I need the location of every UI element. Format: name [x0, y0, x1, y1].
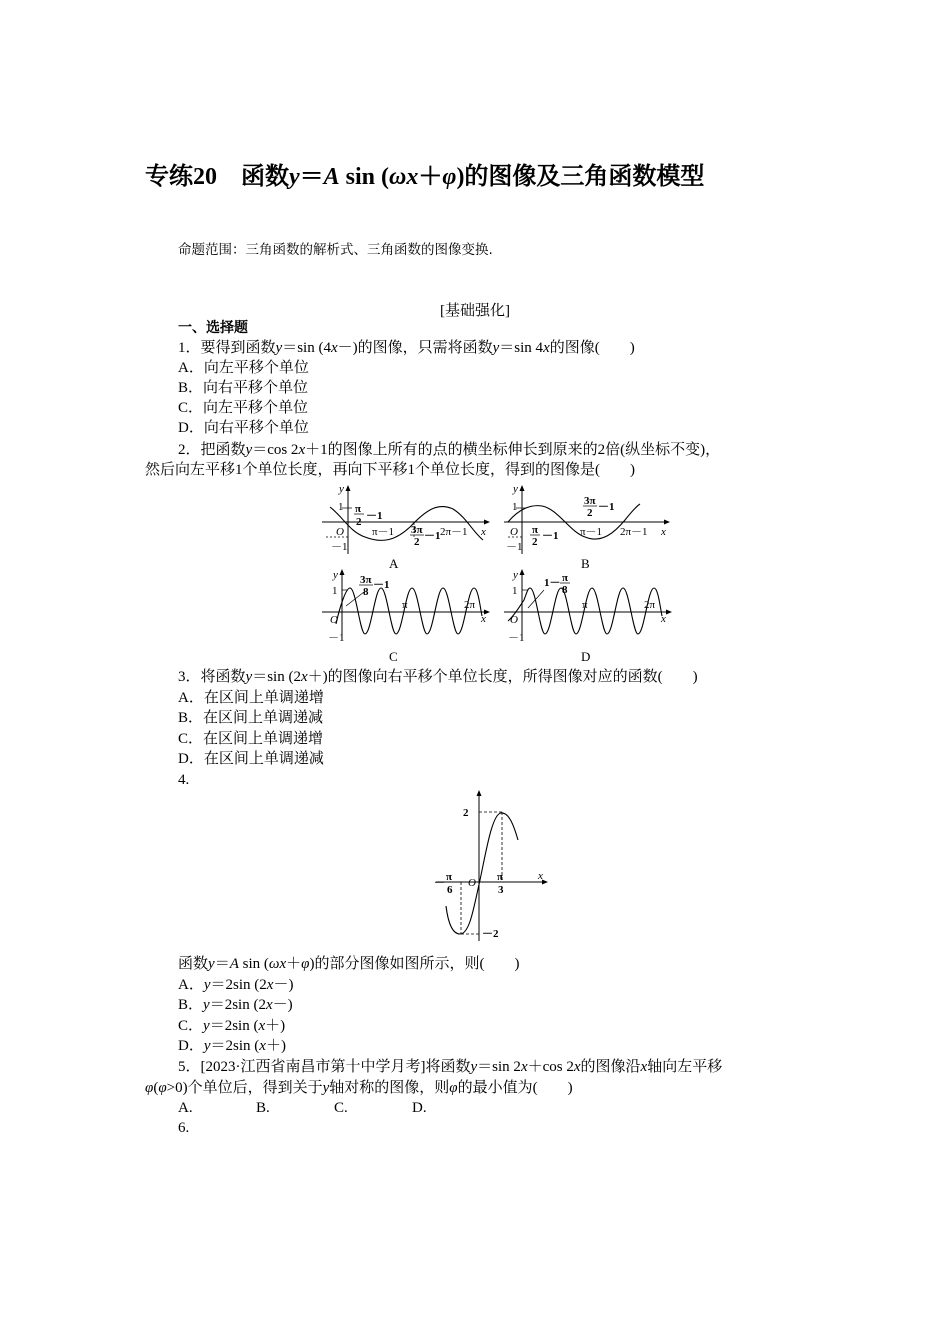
graph-c-neg-one: －1 — [328, 632, 345, 644]
q3-option-d: D．在区间上单调递减 — [178, 751, 324, 767]
graph-c-2pi-label: 2π — [464, 599, 476, 611]
graph-a-neg-one: －1 — [331, 541, 348, 553]
svg-text:2: 2 — [587, 507, 593, 519]
graph-b-neg-one: －1 — [506, 541, 523, 553]
q5-option-d: D. — [412, 1100, 427, 1116]
graph-d-one-label: 1 — [512, 585, 518, 597]
svg-text:1－: 1－ — [544, 577, 561, 589]
graph-a-2pi-minus-1: 2π－1 — [440, 526, 468, 538]
q2-stem-line2: 然后向左平移1个单位长度，再向下平移1个单位长度，得到的图像是( ) — [145, 462, 635, 478]
q1-option-d: D．向右平移个单位 — [178, 420, 309, 436]
q4-option-a: A．y＝2sin (2x－) — [178, 977, 294, 993]
graph-c-y-label: y — [333, 569, 338, 581]
q5-stem-line1: 5．[2023·江西省南昌市第十中学月考]将函数y＝sin 2x＋cos 2x的图像沿x轴向左平移 — [178, 1059, 723, 1075]
graph-b-y-label: y — [513, 483, 518, 495]
q4-graph — [430, 786, 555, 946]
q4-graph-x-label: x — [538, 870, 543, 882]
q1-option-a: A．向左平移个单位 — [178, 360, 309, 376]
svg-text:3: 3 — [498, 884, 504, 896]
graph-d-y-label: y — [513, 569, 518, 581]
graph-a-origin: O — [336, 526, 344, 538]
page-title: 专练20 函数y＝A sin (ωx＋φ)的图像及三角函数模型 — [145, 164, 705, 190]
q4-option-c: C．y＝2sin (x＋) — [178, 1018, 286, 1034]
graph-a-x-label: x — [481, 526, 486, 538]
svg-text:3π: 3π — [360, 574, 372, 586]
q5-option-c: C. — [334, 1100, 348, 1116]
graph-b-2pi-minus-1: 2π－1 — [620, 526, 648, 538]
q3-option-b: B．在区间上单调递减 — [178, 710, 324, 726]
q2-graph-d-caption: D — [581, 649, 591, 664]
q2-graph-c — [318, 566, 493, 646]
q1-option-b: B．向右平移个单位 — [178, 380, 309, 396]
svg-text:π: π — [497, 871, 504, 883]
q4-graph-ymin: －2 — [482, 928, 499, 940]
svg-text:π: π — [446, 871, 453, 883]
q2-graph-d — [500, 566, 675, 646]
svg-text:3π: 3π — [411, 524, 423, 536]
q1-option-c: C．向左平移个单位 — [178, 400, 309, 416]
q4-number: 4. — [178, 772, 190, 788]
q4-option-d: D．y＝2sin (x＋) — [178, 1038, 286, 1054]
graph-b-origin: O — [510, 526, 518, 538]
svg-text:π: π — [562, 572, 569, 584]
q2-graph-a — [318, 482, 493, 570]
svg-text:－: － — [434, 877, 445, 889]
graph-d-neg-one: －1 — [508, 632, 525, 644]
svg-text:－1: －1 — [542, 530, 559, 542]
svg-text:8: 8 — [363, 586, 369, 598]
q2-graph-c-caption: C — [389, 649, 398, 664]
q4-graph-ymax: 2 — [463, 807, 469, 819]
graph-a-y-label: y — [339, 483, 344, 495]
svg-text:2: 2 — [414, 536, 420, 548]
graph-b-pi-minus-1: π－1 — [580, 526, 603, 538]
svg-text:－1: －1 — [366, 510, 383, 522]
q5-stem-line2: φ(φ>0)个单位后，得到关于y轴对称的图像，则φ的最小值为( ) — [145, 1080, 573, 1096]
graph-c-origin: O — [330, 614, 338, 626]
graph-d-pi-label: π — [582, 599, 588, 611]
graph-a-pi-half: π — [355, 503, 362, 515]
graph-d-x-label: x — [661, 613, 666, 625]
svg-text:3π: 3π — [584, 495, 596, 507]
q3-stem: 3．将函数y＝sin (2x＋)的图像向右平移个单位长度，所得图像对应的函数( ) — [178, 669, 698, 685]
q3-option-a: A．在区间上单调递增 — [178, 690, 324, 706]
q2-graph-a-caption: A — [389, 556, 399, 571]
q1-stem: 1．要得到函数y＝sin (4x－)的图像，只需将函数y＝sin 4x的图像( ) — [178, 340, 635, 356]
svg-text:－1: －1 — [598, 501, 615, 513]
svg-text:6: 6 — [447, 884, 453, 896]
q4-stem: 函数y＝A sin (ωx＋φ)的部分图像如图所示，则( ) — [178, 956, 520, 972]
graph-b-one-label: 1 — [512, 501, 518, 513]
q2-graph-b-caption: B — [581, 556, 590, 571]
graph-a-one-label: 1 — [338, 501, 344, 513]
section-heading: [基础强化] — [440, 303, 510, 319]
graph-d-origin: O — [510, 614, 518, 626]
q4-graph-origin: O — [468, 877, 476, 889]
q5-option-b: B. — [256, 1100, 270, 1116]
graph-d-2pi-label: 2π — [644, 599, 656, 611]
svg-text:2: 2 — [356, 516, 362, 528]
q2-stem-line1: 2．把函数y＝cos 2x＋1的图像上所有的点的横坐标伸长到原来的2倍(纵坐标不变)， — [178, 442, 721, 458]
graph-b-x-label: x — [661, 526, 666, 538]
graph-a-pi-minus-1: π－1 — [372, 526, 395, 538]
q3-option-c: C．在区间上单调递增 — [178, 731, 324, 747]
svg-text:π: π — [532, 524, 539, 536]
svg-text:8: 8 — [562, 584, 568, 596]
svg-text:－1: －1 — [373, 579, 390, 591]
scope-text: 命题范围：三角函数的解析式、三角函数的图像变换. — [178, 242, 493, 258]
svg-text:2: 2 — [532, 536, 538, 548]
graph-c-x-label: x — [481, 613, 486, 625]
graph-c-pi-label: π — [402, 599, 408, 611]
q5-option-a: A. — [178, 1100, 193, 1116]
part-heading: 一、选择题 — [178, 320, 248, 336]
q4-option-b: B．y＝2sin (2x－) — [178, 997, 293, 1013]
q6-number: 6. — [178, 1120, 190, 1136]
graph-c-one-label: 1 — [332, 585, 338, 597]
svg-text:－1: －1 — [424, 530, 441, 542]
